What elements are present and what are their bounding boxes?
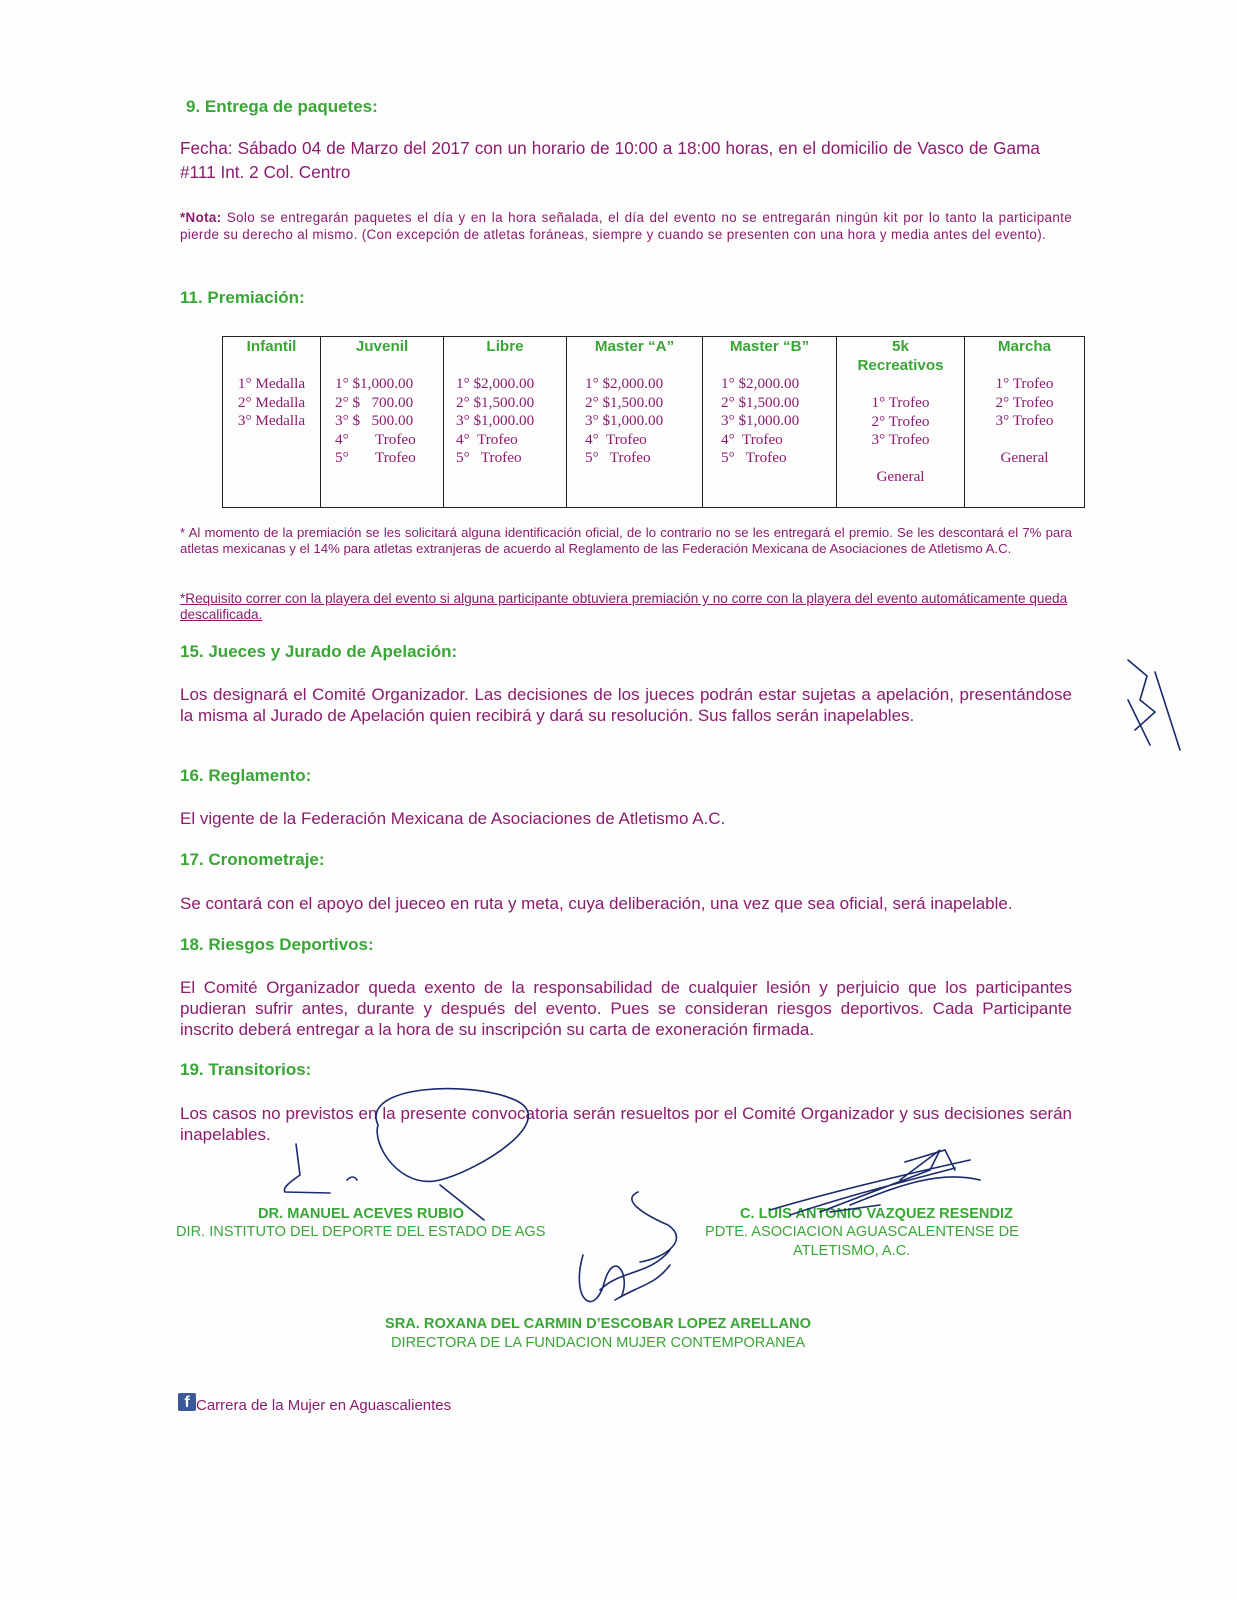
prize-line: 5° Trofeo	[585, 449, 651, 466]
facebook-icon: f	[178, 1393, 196, 1411]
prize-line: 2° Medalla	[237, 393, 306, 411]
prize-line: 1° $1,000.00	[335, 375, 414, 392]
prize-footnote: * Al momento de la premiación se les solicitará alguna identificación oficial, de lo contrario no se les entregará el premio. Se les descontará el 7% para atletas mexicanas y el 14% para atletas extranjeras de acuerdo al Reglamento de las Federación Mexicana de Asociaciones de Atletismo A.C.	[180, 525, 1072, 556]
prize-line: 4° Trofeo	[335, 430, 416, 448]
prize-line: 4° Trofeo	[721, 430, 783, 448]
section-19-heading: 19. Transitorios:	[180, 1060, 312, 1079]
note-text: Solo se entregarán paquetes el día y en la hora señalada, el día del evento no se entregarán ningún kit por lo tanto la participante pierde su derecho al mismo. (Con excepción de atletas foráneas, siempre y cuando se presenten con una hora y media antes del evento).	[180, 210, 1072, 242]
right-signature	[770, 1150, 980, 1215]
prize-line: 4° Trofeo	[585, 430, 647, 448]
left-signer-name: DR. MANUEL ACEVES RUBIO	[258, 1206, 464, 1222]
section-11-heading: 11. Premiación:	[180, 288, 305, 307]
prize-line: 1° Trofeo	[995, 375, 1054, 392]
prize-line: 2° $1,500.00	[721, 393, 800, 411]
section-17-text: Se contará con el apoyo del jueceo en ruta y meta, cuya deliberación, una vez que sea oficial, será inapelable.	[180, 894, 1013, 913]
prize-line: 3° $ 500.00	[335, 412, 414, 429]
prize-line: 3° Trofeo	[871, 431, 930, 448]
prize-line: 2° Trofeo	[995, 393, 1054, 411]
prize-line: General	[876, 468, 925, 485]
column-header: Libre	[486, 338, 524, 355]
section-19-text: Los casos no previstos en la presente convocatoria serán resueltos por el Comité Organizador y sus decisiones serán inapelables.	[180, 1104, 1072, 1144]
right-signer-title-line2: ATLETISMO, A.C.	[793, 1243, 911, 1259]
column-header: 5k Recreativos	[857, 338, 944, 374]
left-signature-stroke	[284, 1144, 330, 1193]
left-signature-tail	[440, 1185, 484, 1220]
left-signature-loop	[376, 1089, 528, 1182]
column-header: Juvenil	[355, 338, 409, 355]
column-header: Master “B”	[729, 338, 810, 355]
prize-line: 5° Trofeo	[721, 449, 787, 466]
prize-line: 1° $2,000.00	[721, 375, 800, 392]
center-signature	[579, 1192, 676, 1302]
prize-line: General	[1000, 449, 1049, 466]
footer-facebook[interactable]	[178, 1393, 451, 1414]
requirement-note: *Requisito correr con la playera del evento si alguna participante obtuviera premiación y no corre con la playera del evento automáticamente queda descalificada.	[180, 591, 1068, 622]
footer-text: Carrera de la Mujer en Aguascalientes	[196, 1397, 452, 1414]
margin-initial-signature	[1128, 660, 1180, 750]
right-signer-title-line1: PDTE. ASOCIACION AGUASCALENTENSE DE	[705, 1224, 1019, 1240]
prize-line: 1° $2,000.00	[456, 375, 535, 392]
center-signer-name: SRA. ROXANA DEL CARMIN D’ESCOBAR LOPEZ ARELLANO	[385, 1316, 811, 1332]
prize-line: 2° $1,500.00	[456, 393, 535, 411]
prize-line: 3° $1,000.00	[721, 412, 800, 429]
section-18-heading: 18. Riesgos Deportivos:	[180, 935, 374, 954]
prize-line: 3° $1,000.00	[456, 412, 535, 429]
prize-line: 2° Trofeo	[871, 412, 930, 430]
section-9-heading: 9. Entrega de paquetes:	[186, 97, 378, 116]
section-17-heading: 17. Cronometraje:	[180, 850, 325, 869]
column-header: Infantil	[246, 338, 297, 355]
section-9-text: Fecha: Sábado 04 de Marzo del 2017 con un horario de 10:00 a 18:00 horas, en el domicilio de Vasco de Gama #111 Int. 2 Col. Centro	[180, 138, 1040, 182]
prize-line: 1° $2,000.00	[585, 375, 664, 392]
prize-line: 4° Trofeo	[456, 430, 518, 448]
section-16-heading: 16. Reglamento:	[180, 766, 312, 785]
prize-line: 1° Medalla	[237, 375, 306, 392]
center-signer-title: DIRECTORA DE LA FUNDACION MUJER CONTEMPORANEA	[391, 1335, 806, 1351]
prize-line: 3° Medalla	[237, 412, 306, 429]
prize-line: 5° Trofeo	[335, 449, 416, 466]
right-signer-name: C. LUIS ANTONIO VAZQUEZ RESENDIZ	[740, 1206, 1013, 1222]
column-header: Master “A”	[594, 338, 675, 355]
left-signature-dot	[347, 1177, 357, 1180]
prize-line: 2° $1,500.00	[585, 393, 664, 411]
prize-line: 3° $1,000.00	[585, 412, 664, 429]
prize-line: 2° $ 700.00	[335, 393, 414, 411]
left-signer-title: DIR. INSTITUTO DEL DEPORTE DEL ESTADO DE AGS	[176, 1224, 546, 1240]
section-15-heading: 15. Jueces y Jurado de Apelación:	[180, 642, 458, 661]
prize-line: 5° Trofeo	[456, 449, 522, 466]
section-18-text: El Comité Organizador queda exento de la responsabilidad de cualquier lesión y perjuicio que los participantes pudieran sufrir antes, durante y después del evento. Pues se consideran riesgos deportivos. Cada Participante inscrito deberá entregar a la hora de su inscripción su carta de exoneración firmada.	[180, 978, 1072, 1039]
section-16-text: El vigente de la Federación Mexicana de Asociaciones de Atletismo A.C.	[180, 809, 726, 828]
section-15-text: Los designará el Comité Organizador. Las decisiones de los jueces podrán estar sujetas a apelación, presentándose la misma al Jurado de Apelación quien recibirá y dará su resolución. Sus fallos serán inapelables.	[180, 685, 1072, 725]
prize-line: 1° Trofeo	[871, 394, 930, 411]
column-header: Marcha	[997, 338, 1052, 355]
prize-line: 3° Trofeo	[995, 412, 1054, 429]
note-label: *Nota:	[180, 210, 222, 225]
